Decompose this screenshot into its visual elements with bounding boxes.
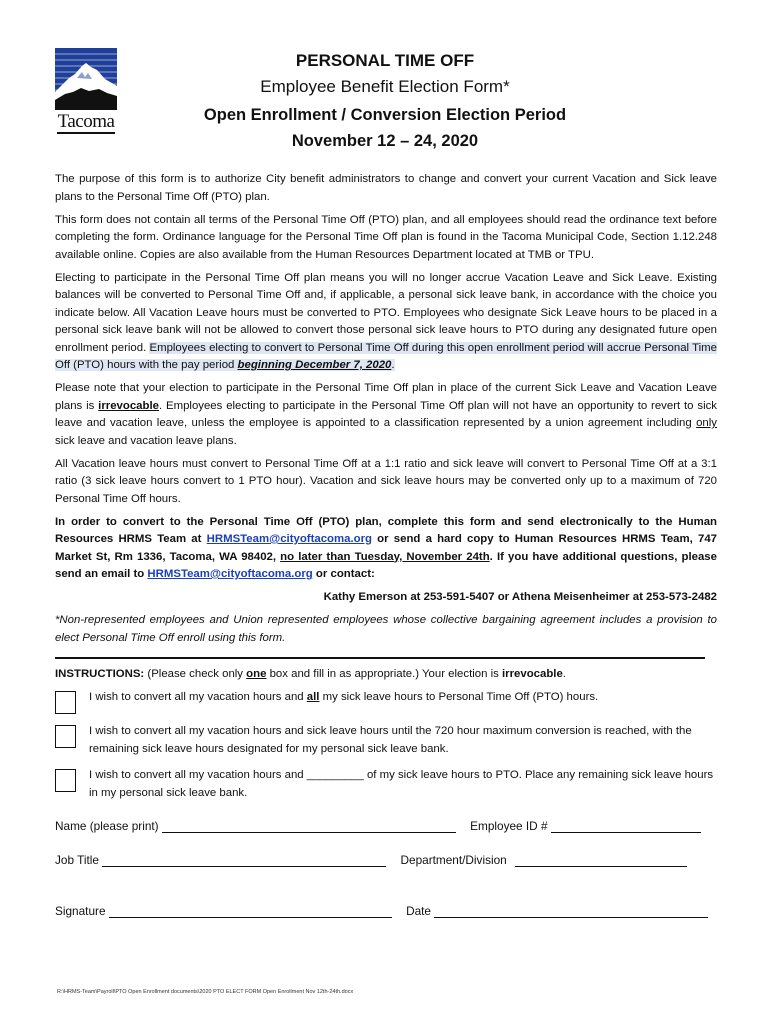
signature-input[interactable]	[109, 903, 392, 918]
instructions	[55, 666, 717, 684]
mountain-logo-icon	[55, 48, 117, 110]
name-label: Name (please print)	[55, 819, 159, 833]
logo-wordmark: Tacoma	[57, 111, 115, 132]
date-input[interactable]	[434, 903, 708, 918]
option-convert-all	[55, 689, 717, 723]
irrevocable-text-e: sick leave and vacation leave plans.	[55, 434, 237, 447]
submission-text-d: . If you have additional questions, please send an email to	[55, 550, 717, 580]
option-2-checkbox[interactable]	[55, 725, 76, 748]
instructions-text-a: (Please check only	[144, 668, 247, 680]
instructions-text-c: .	[562, 668, 566, 680]
conversion-ratio-paragraph: All Vacation leave hours must convert to Personal Time Off at a 1:1 ratio and sick leave will convert to Personal Time Off at a 3:1 ratio (3 sick leave hours convert to 1 PTO hour). Vacation and sick leave hours may be converted only up to a maximum of 720 Personal Time Off hours.	[55, 457, 717, 505]
signature-label: Signature	[55, 904, 106, 918]
department-input[interactable]	[515, 852, 687, 867]
form-subtitle: Employee Benefit Election Form*	[260, 77, 510, 96]
enrollment-period: Open Enrollment / Conversion Election Period	[203, 106, 567, 124]
submission-paragraph	[55, 514, 717, 584]
accrual-period-end: .	[391, 359, 395, 371]
option-convert-to-max	[55, 723, 717, 767]
form-header	[150, 50, 620, 152]
purpose-paragraph: The purpose of this form is to authorize City benefit administrators to change and convert your current Vacation and Sick leave plans to the Personal Time Off (PTO) plan.	[55, 173, 717, 203]
job-row	[55, 852, 687, 867]
only-emphasis: only	[696, 417, 717, 429]
submission-text-e: or contact:	[312, 568, 375, 580]
irrevocable-emphasis: irrevocable	[98, 399, 159, 412]
submission-text-b: or send a hard copy to Human Resources HRMS Team, 747 Market St, Rm 1336, Tacoma, WA 98402,	[55, 533, 717, 563]
employee-id-label: Employee ID #	[470, 819, 548, 833]
file-path-footer: R:\HRMS-Team\Payroll\PTO Open Enrollment documents\2020 PTO ELECT FORM Open Enrollment Nov 12th-24th.docx	[57, 989, 354, 995]
instructions-label: INSTRUCTIONS:	[55, 668, 145, 680]
name-row	[55, 818, 701, 833]
irrevocable-text-c: . Employees electing to participate in the Personal Time Off plan will not have an opportunity to revert to sick leave and vacation leave, unless the employee is appointed to a classification represented by a union agreement including	[55, 399, 717, 429]
footnote: *Non-represented employees and Union represented employees whose collective bargaining agreement includes a provision to elect Personal Time Off enroll using this form.	[55, 614, 717, 644]
enrollment-dates: November 12 – 24, 2020	[291, 132, 479, 150]
hrms-email-link[interactable]: HRMSTeam@cityoftacoma.org	[206, 533, 372, 545]
form-title: PERSONAL TIME OFF	[295, 51, 475, 70]
option-convert-partial	[55, 767, 717, 803]
option-1-text-a: I wish to convert all my vacation hours and	[89, 691, 307, 703]
form-body	[55, 171, 717, 803]
logo-underline	[57, 132, 115, 134]
city-logo	[55, 48, 117, 134]
job-title-label: Job Title	[55, 853, 99, 867]
submission-text-a: In order to convert to the Personal Time Off (PTO) plan, complete this form and send electronically to the Human Resources HRMS Team at	[55, 515, 717, 545]
electing-text: Electing to participate in the Personal Time Off plan means you will no longer accrue Vacation Leave and Sick Leave. Existing balances will be converted to Personal Time Off and, if applicable, a personal sick leave bank, in accordance with the choice you indicate below. All Vacation Leave hours must be converted to PTO. Employees who designate Sick Leave hours to be placed in a personal sick leave bank will not be allowed to convert those personal sick leave hours to PTO during any designated future open enrollment period.	[55, 271, 717, 354]
irrevocable-paragraph	[55, 380, 717, 450]
accrual-highlight	[55, 342, 717, 372]
section-divider	[55, 657, 705, 659]
job-title-input[interactable]	[102, 852, 386, 867]
option-2-label: I wish to convert all my vacation hours and sick leave hours until the 720 hour maximum conversion is reached, with the remaining sick leave hours designated for my personal sick leave bank.	[89, 725, 692, 755]
option-1-text-b: my sick leave hours to Personal Time Off (PTO) hours.	[319, 691, 599, 703]
date-label: Date	[406, 904, 431, 918]
option-3-checkbox[interactable]	[55, 769, 76, 792]
hrms-email-link-2[interactable]: HRMSTeam@cityoftacoma.org	[147, 568, 313, 580]
name-input[interactable]	[162, 818, 456, 833]
accrual-start-date: beginning December 7, 2020	[237, 359, 392, 371]
option-1-checkbox[interactable]	[55, 691, 76, 714]
option-1-all: all	[306, 691, 320, 703]
contact-line: Kathy Emerson at 253-591-5407 or Athena Meisenheimer at 253-573-2482	[323, 591, 717, 603]
department-label: Department/Division	[400, 853, 507, 867]
deadline-text: no later than Tuesday, November 24th	[280, 550, 490, 563]
electing-paragraph	[55, 270, 717, 375]
irrevocable-text-a: Please note that your election to participate in the Personal Time Off plan in place of the current Sick Leave and Vacation Leave plans is	[55, 382, 717, 412]
option-3-label: I wish to convert all my vacation hours and _________ of my sick leave hours to PTO. Place any remaining sick leave hours in my personal sick leave bank.	[89, 769, 714, 799]
instructions-text-b: box and fill in as appropriate.) Your election is	[266, 668, 502, 680]
instructions-one: one	[246, 668, 267, 680]
option-1-label	[89, 689, 717, 707]
ordinance-paragraph: This form does not contain all terms of the Personal Time Off (PTO) plan, and all employees should read the ordinance text before completing the form. Ordinance language for the Personal Time Off plan is found in the Tacoma Municipal Code, Section 1.12.248 available online. Copies are also available from the Human Resources Department located at TMB or TPU.	[55, 213, 717, 261]
accrual-text: Employees electing to convert to Personal Time Off during this open enrollment period will accrue Personal Time Off (PTO) hours with the pay period	[55, 341, 717, 371]
signature-row	[55, 903, 708, 918]
employee-id-input[interactable]	[551, 818, 701, 833]
instructions-irrevocable: irrevocable	[502, 668, 563, 680]
